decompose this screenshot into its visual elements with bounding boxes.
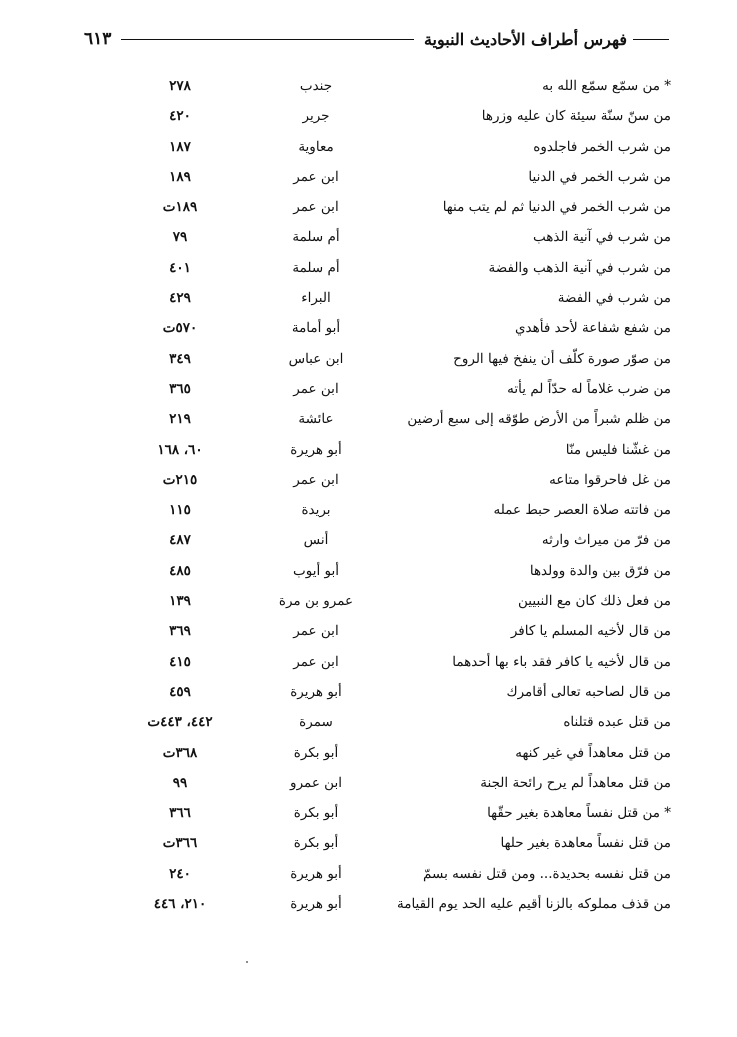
list-item [0, 799, 737, 829]
page-ref: ٤٨٥ [169, 562, 191, 579]
list-item [0, 708, 737, 738]
hadith-text: من قتل نفسه بحديدة... ومن قتل نفسه بسمّ [423, 865, 671, 882]
narrator: جندب [299, 78, 333, 94]
narrator: ابن عباس [288, 350, 344, 367]
page-header [84, 22, 669, 56]
list-item [0, 890, 737, 920]
page-ref: ٤٤٢، ٤٤٣ت [147, 714, 213, 731]
narrator: ابن عمر [293, 168, 339, 185]
page-ref: ١١٥ [169, 502, 191, 519]
hadith-text: * من سمّع سمّع الله به [542, 78, 671, 94]
hadith-text: من شرب الخمر في الدنيا [528, 168, 671, 185]
narrator: عائشة [298, 411, 334, 428]
list-item [0, 557, 737, 587]
hadith-index-list [0, 72, 737, 920]
list-item [0, 405, 737, 435]
page-ref: ٣٤٩ [169, 350, 191, 367]
narrator: أم سلمة [292, 259, 340, 276]
list-item [0, 526, 737, 556]
hadith-text: من غل فاحرقوا متاعه [549, 471, 671, 488]
narrator: جرير [302, 108, 330, 125]
list-item [0, 72, 737, 102]
list-item [0, 496, 737, 526]
hadith-text: * من قتل نفساً معاهدة بغير حقّها [487, 805, 671, 822]
list-item [0, 193, 737, 223]
page-ref: ٢٤٠ [169, 865, 191, 882]
narrator: سمرة [299, 714, 333, 731]
list-item [0, 223, 737, 253]
hadith-text: من قال لأخيه المسلم يا كافر [510, 623, 671, 640]
list-item [0, 163, 737, 193]
hadith-text: من شرب في آنية الذهب والفضة [488, 259, 671, 276]
hadith-text: من غشّنا فليس منّا [565, 441, 671, 458]
narrator: أنس [303, 532, 329, 549]
hadith-text: من ظلم شبراً من الأرض طوّقه إلى سبع أرضين [407, 411, 671, 428]
narrator: أبو بكرة [293, 805, 339, 822]
page-ref: ٧٩ [172, 229, 188, 246]
list-item [0, 829, 737, 859]
hadith-text: من قتل عبده قتلناه [563, 714, 671, 731]
hadith-text: من قتل معاهداً لم يرح رائحة الجنة [480, 774, 671, 791]
hadith-text: من قال لصاحبه تعالى أقامرك [506, 683, 671, 700]
narrator: ابن عمر [293, 471, 339, 488]
page-ref: ٣٦٨ت [162, 744, 198, 761]
list-item [0, 678, 737, 708]
narrator: ابن عمر [293, 380, 339, 397]
hadith-text: من شفع شفاعة لأحد فأهدي [514, 320, 671, 337]
page-ref: ١٨٧ [169, 138, 191, 155]
narrator: بريدة [301, 502, 331, 519]
page-ref: ٤٢٩ [169, 290, 191, 307]
page-title: فهرس أطراف الأحاديث النبوية [423, 29, 627, 49]
list-item [0, 739, 737, 769]
page-ref: ٣٦٩ [169, 623, 191, 640]
page-ref: ٦٠، ١٦٨ [157, 441, 203, 458]
page-ref: ٢١٥ت [162, 471, 198, 488]
page-ref: ٢١٩ [169, 411, 191, 428]
narrator: ابن عمرو [290, 774, 342, 791]
page-ref: ٤٢٠ [169, 108, 191, 125]
page-ref: ١٨٩ [169, 168, 191, 185]
print-speck [246, 961, 248, 963]
narrator: أبو بكرة [293, 835, 339, 852]
list-item [0, 436, 737, 466]
hadith-text: من ضرب غلاماً له حدّاً لم يأته [507, 380, 671, 397]
page-ref: ٣٦٦ [169, 805, 191, 822]
list-item [0, 466, 737, 496]
page-ref: ٣٦٦ت [162, 835, 198, 852]
list-item [0, 254, 737, 284]
list-item [0, 102, 737, 132]
narrator: أبو بكرة [293, 744, 339, 761]
page-ref: ٢٧٨ [169, 78, 191, 94]
narrator: أبو هريرة [290, 865, 342, 882]
narrator: ابن عمر [293, 199, 339, 216]
narrator: أبو أمامة [291, 320, 341, 337]
narrator: عمرو بن مرة [278, 593, 354, 610]
narrator: أبو هريرة [290, 896, 342, 913]
page-ref: ٥٧٠ت [162, 320, 198, 337]
page-ref: ٢١٠، ٤٤٦ [153, 896, 207, 913]
page-ref: ١٣٩ [169, 593, 191, 610]
hadith-text: من شرب الخمر فاجلدوه [533, 138, 671, 155]
page-ref: ٣٦٥ [169, 380, 191, 397]
list-item [0, 133, 737, 163]
narrator: ابن عمر [293, 623, 339, 640]
hadith-text: من سنّ سنّة سيئة كان عليه وزرها [481, 108, 671, 125]
hadith-text: من قال لأخيه يا كافر فقد باء بها أحدهما [452, 653, 671, 670]
hadith-text: من شرب في آنية الذهب [533, 229, 671, 246]
page-ref: ٤١٥ [169, 653, 191, 670]
hadith-text: من شرب الخمر في الدنيا ثم لم يتب منها [442, 199, 671, 216]
hadith-text: من صوّر صورة كلّف أن ينفخ فيها الروح [453, 350, 671, 367]
list-item [0, 284, 737, 314]
hadith-text: من قتل نفساً معاهدة بغير حلها [500, 835, 671, 852]
narrator: البراء [301, 290, 331, 307]
hadith-text: من قذف مملوكه بالزنا أقيم عليه الحد يوم القيامة [396, 896, 671, 913]
page-number: ٦١٣ [84, 29, 112, 49]
list-item [0, 617, 737, 647]
narrator: ابن عمر [293, 653, 339, 670]
list-item [0, 648, 737, 678]
page-ref: ٩٩ [172, 774, 188, 791]
list-item [0, 860, 737, 890]
hadith-text: من قتل معاهداً في غير كنهه [515, 744, 671, 761]
narrator: أم سلمة [292, 229, 340, 246]
hadith-text: من فاتته صلاة العصر حبط عمله [493, 502, 671, 519]
narrator: أبو هريرة [290, 441, 342, 458]
narrator: معاوية [298, 138, 334, 155]
hadith-text: من فرّ من ميراث وارثه [541, 532, 671, 549]
header-rule-right [633, 39, 669, 40]
hadith-text: من فعل ذلك كان مع النبيين [518, 593, 671, 610]
hadith-text: من شرب في الفضة [557, 290, 671, 307]
list-item [0, 769, 737, 799]
page-ref: ١٨٩ت [162, 199, 198, 216]
list-item [0, 587, 737, 617]
page-ref: ٤٨٧ [169, 532, 191, 549]
list-item [0, 314, 737, 344]
list-item [0, 375, 737, 405]
page-ref: ٤٥٩ [169, 683, 191, 700]
narrator: أبو هريرة [290, 683, 342, 700]
header-rule-left [121, 39, 414, 40]
hadith-text: من فرّق بين والدة وولدها [529, 562, 671, 579]
page-ref: ٤٠١ [169, 259, 191, 276]
list-item [0, 345, 737, 375]
narrator: أبو أيوب [293, 562, 339, 579]
